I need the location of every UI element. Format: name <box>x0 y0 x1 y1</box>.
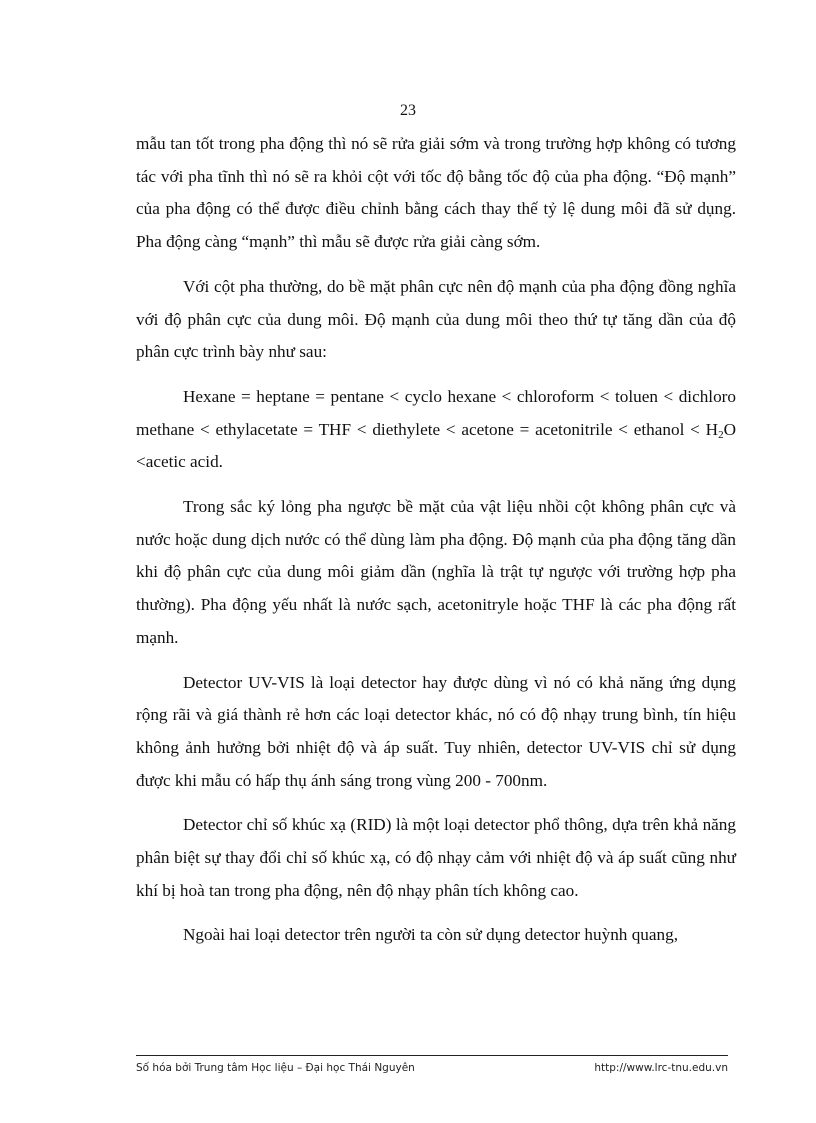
solvent-series-tail: O <acetic acid. <box>136 419 736 472</box>
page-number: 23 <box>400 102 416 119</box>
paragraph-solvent-series <box>136 381 736 479</box>
footer-divider <box>136 1055 728 1056</box>
paragraph-reverse-phase: Trong sắc ký lỏng pha ngược bề mặt của vật liệu nhồi cột không phân cực và nước hoặc dung dịch nước có thể dùng làm pha động. Độ mạnh của pha động tăng dần khi độ phân cực của dung môi giảm dần (nghĩa là trật tự ngược với trường hợp pha thường). Pha động yếu nhất là nước sạch, acetonitryle hoặc THF là các pha động rất mạnh. <box>136 497 736 647</box>
footer-url: http://www.lrc-tnu.edu.vn <box>594 1062 728 1074</box>
solvent-series-text: Hexane = heptane = pentane < cyclo hexane < chloroform < toluen < dichloro methane < ethylacetate = THF < diethylete < acetone = acetonitrile < ethanol < H <box>136 386 736 439</box>
paragraph-mobile-phase-strength: mẫu tan tốt trong pha động thì nó sẽ rửa giải sớm và trong trường hợp không có tương tác với pha tĩnh thì nó sẽ ra khỏi cột với tốc độ bằng tốc độ của pha động. “Độ mạnh” của pha động có thể được điều chỉnh bằng cách thay thế tỷ lệ dung môi đã sử dụng. Pha động càng “mạnh” thì mẫu sẽ được rửa giải càng sớm. <box>136 134 736 252</box>
paragraph-fluorescence-detector: Ngoài hai loại detector trên người ta còn sử dụng detector huỳnh quang, <box>183 925 678 945</box>
formula-subscript: 2 <box>718 428 724 441</box>
paragraph-uv-vis-detector: Detector UV-VIS là loại detector hay được dùng vì nó có khả năng ứng dụng rộng rãi và giá thành rẻ hơn các loại detector khác, nó có độ nhạy trung bình, tín hiệu không ảnh hưởng bởi nhiệt độ và áp suất. Tuy nhiên, detector UV-VIS chỉ sử dụng được khi mẫu có hấp thụ ánh sáng trong vùng 200 - 700nm. <box>136 672 736 790</box>
footer-source: Số hóa bởi Trung tâm Học liệu – Đại học Thái Nguyên <box>136 1062 415 1074</box>
paragraph-rid-detector: Detector chỉ số khúc xạ (RID) là một loại detector phổ thông, dựa trên khả năng phân biệt sự thay đổi chỉ số khúc xạ, có độ nhạy cảm với nhiệt độ và áp suất cũng như khí bị hoà tan trong pha động, nên độ nhạy phân tích không cao. <box>136 815 736 900</box>
footer <box>136 1061 728 1075</box>
paragraph-normal-phase: Với cột pha thường, do bề mặt phân cực nên độ mạnh của pha động đồng nghĩa với độ phân cực của dung môi. Độ mạnh của dung môi theo thứ tự tăng dần của độ phân cực trình bày như sau: <box>136 276 736 362</box>
document-body <box>136 128 736 964</box>
